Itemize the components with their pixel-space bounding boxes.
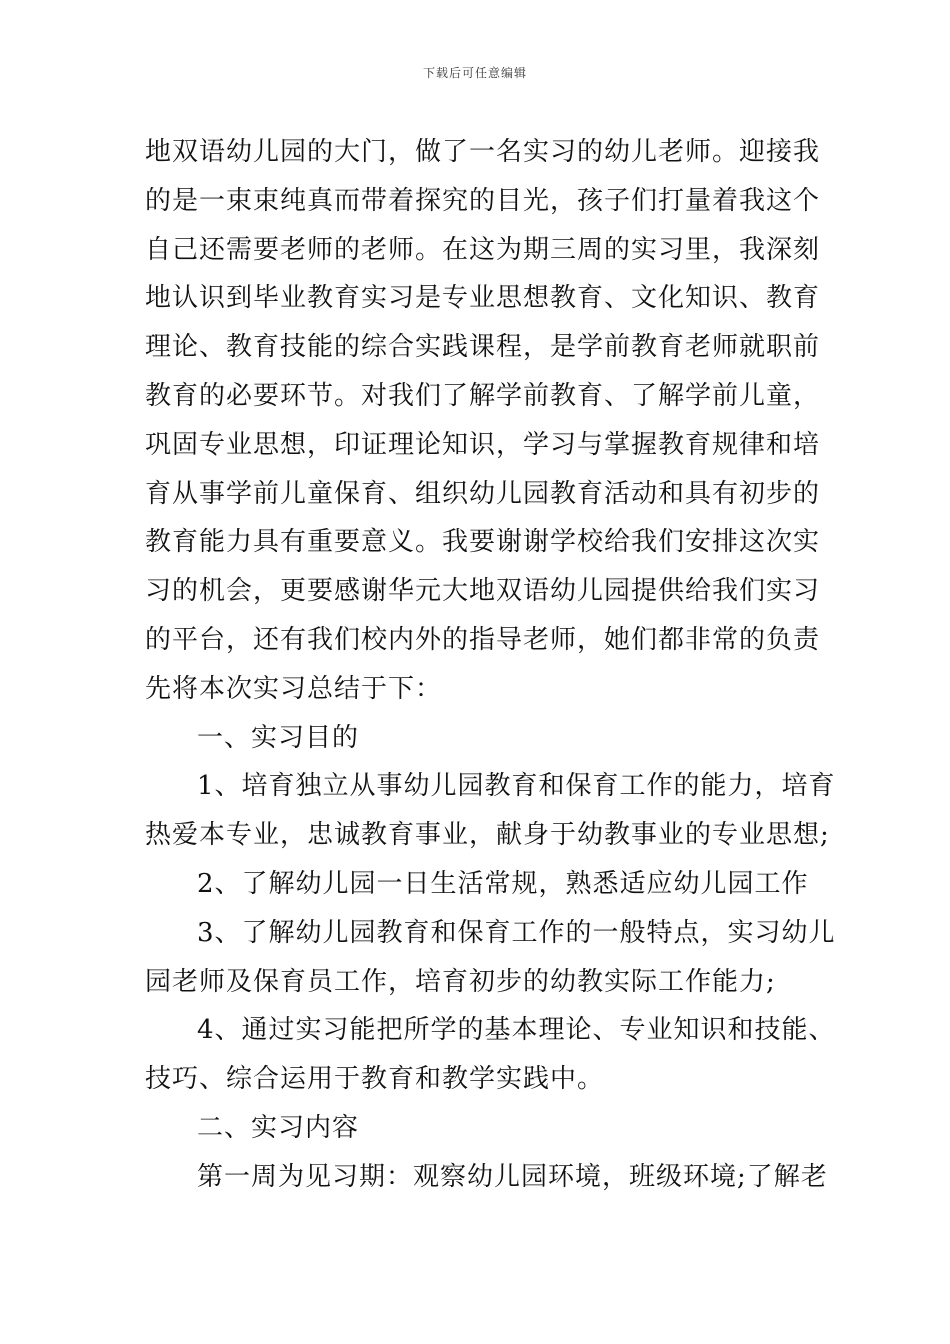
list-item: 3、了解幼儿园教育和保育工作的一般特点，实习幼儿 [197,917,836,948]
header-note: 下载后可任意编辑 [422,66,527,80]
section-heading: 一、实习目的 [197,722,360,753]
text-line: 习的机会，更要感谢华元大地双语幼儿园提供给我们实习 [145,576,821,607]
text-line: 地双语幼儿园的大门，做了一名实习的幼儿老师。迎接我 [145,137,821,167]
text-line: 巩固专业思想，印证理论知识，学习与掌握教育规律和培 [145,429,821,460]
text-line: 自己还需要老师的老师。在这为期三周的实习里，我深刻 [145,234,821,265]
list-item: 1、培育独立从事幼儿园教育和保育工作的能力，培育 [197,771,836,802]
section-heading: 二、实习内容 [197,1112,360,1143]
list-item: 4、通过实习能把所学的基本理论、专业知识和技能、 [197,1015,836,1046]
text-line: 先将本次实习总结于下： [145,673,443,704]
text-line: 的平台，还有我们校内外的指导老师，她们都非常的负责 [145,624,821,655]
text-line: 地认识到毕业教育实习是专业思想教育、文化知识、教育 [145,283,821,314]
list-item: 2、了解幼儿园一日生活常规，熟悉适应幼儿园工作 [197,868,809,899]
text-line: 技巧、综合运用于教育和教学实践中。 [145,1064,605,1095]
text-line: 教育的必要环节。对我们了解学前教育、了解学前儿童， [145,380,821,411]
text-line: 园老师及保育员工作，培育初步的幼教实际工作能力; [145,966,776,997]
text-line: 理论、教育技能的综合实践课程，是学前教育老师就职前 [145,332,821,363]
text-line: 热爱本专业，忠诚教育事业，献身于幼教事业的专业思想; [145,820,830,851]
document-body [145,128,836,1202]
text-line: 的是一束束纯真而带着探究的目光，孩子们打量着我这个 [145,185,821,216]
text-line: 教育能力具有重要意义。我要谢谢学校给我们安排这次实 [145,527,821,558]
text-line: 育从事学前儿童保育、组织幼儿园教育活动和具有初步的 [145,478,821,509]
text-line: 第一周为见习期：观察幼儿园环境，班级环境;了解老 [197,1161,828,1192]
